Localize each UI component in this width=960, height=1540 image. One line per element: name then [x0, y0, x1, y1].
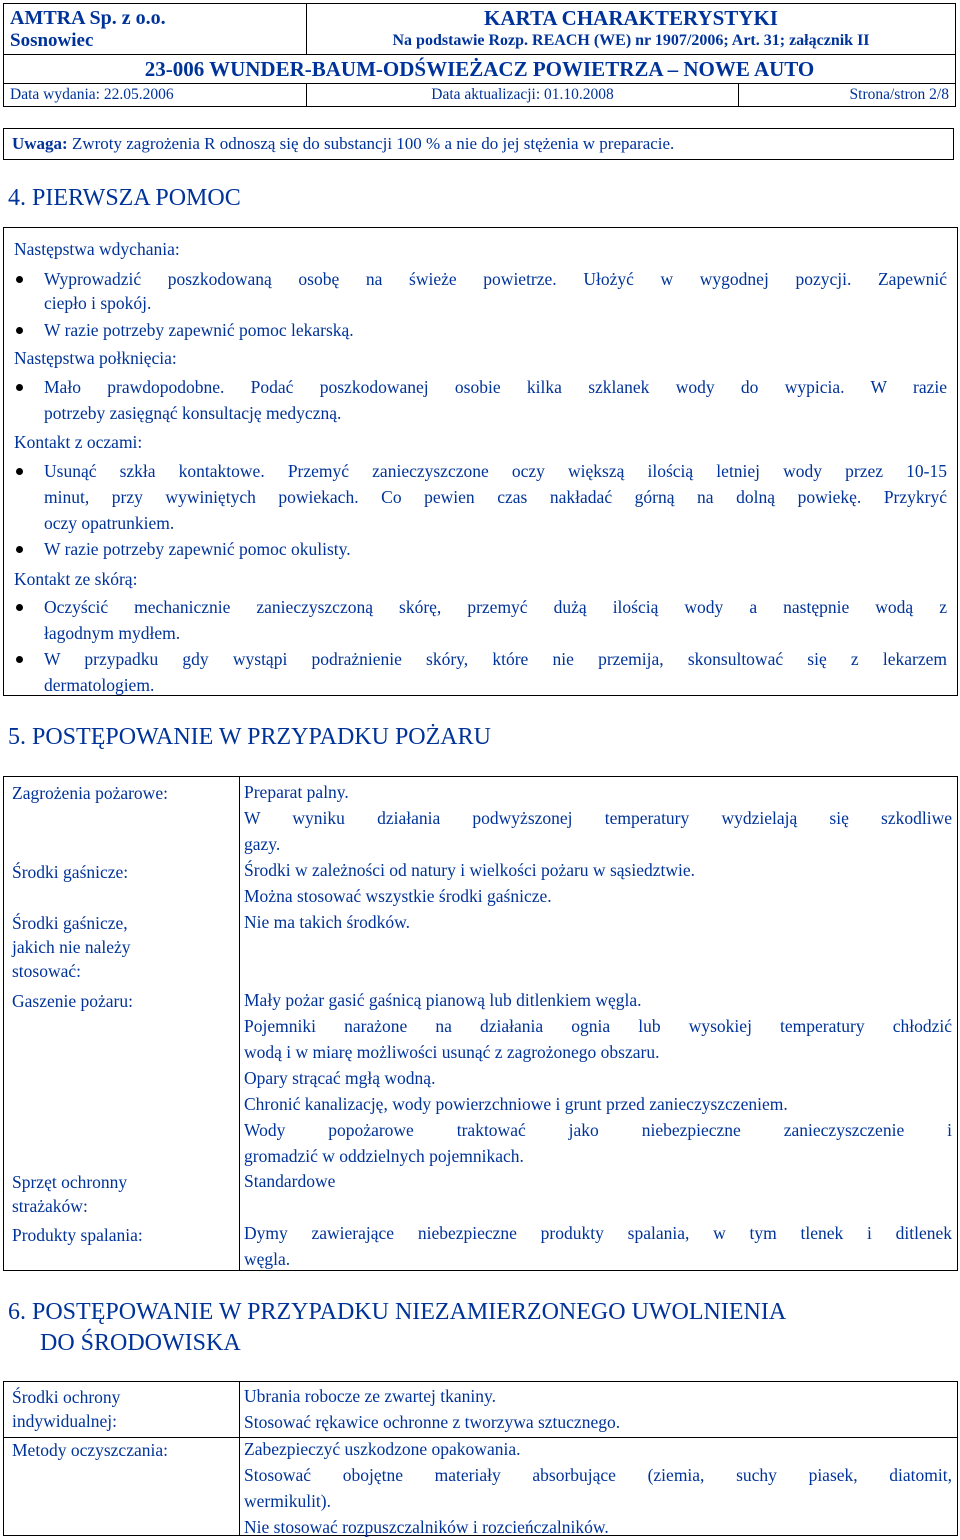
ingestion-item-1-cont: potrzeby zasięgnąć konsultację medyczną.: [44, 403, 342, 423]
cleanup-line: Zabezpieczyć uszkodzone opakowania.: [244, 1439, 521, 1459]
fighting-line: Mały pożar gasić gaśnicą pianową lub ditlenkiem węgla.: [244, 990, 642, 1010]
skin-item-2-cont: dermatologiem.: [44, 675, 155, 695]
document-header: [3, 3, 956, 107]
media-line: Można stosować wszystkie środki gaśnicze.: [244, 886, 552, 906]
fighting-label: Gaszenie pożaru:: [12, 991, 133, 1011]
cleanup-line: Nie stosować rozpuszczalników i rozcieńczalników.: [244, 1517, 609, 1537]
fighting-line: Wody popożarowe traktować jako niebezpieczne zanieczyszczenie i: [244, 1120, 952, 1140]
document-basis: Na podstawie Rozp. REACH (WE) nr 1907/2006; Art. 31; załącznik II: [392, 32, 870, 49]
label-line: indywidualnej:: [12, 1411, 117, 1431]
unsuitable-label: [12, 911, 237, 983]
label-line: Sprzęt ochronny: [12, 1172, 128, 1192]
cleanup-label: Metody oczyszczania:: [12, 1440, 168, 1460]
section-5-table: [3, 776, 958, 1271]
unsuitable-line: Nie ma takich środków.: [244, 912, 411, 932]
section-6-table: [3, 1381, 958, 1536]
equipment-value: [244, 1168, 952, 1194]
skin-item-1: [44, 594, 947, 620]
fighting-line: Opary strącać mgłą wodną.: [244, 1068, 436, 1088]
ppe-line: Ubrania robocze ze zwartej tkaniny.: [244, 1386, 496, 1406]
ppe-label: [12, 1385, 237, 1433]
equipment-label: [12, 1170, 237, 1218]
bullet-icon: [16, 656, 23, 663]
skin-item-2: [44, 646, 947, 672]
label-line: jakich nie należy: [12, 937, 131, 957]
issue-date: Data wydania: 22.05.2006: [4, 84, 307, 106]
unsuitable-value: [244, 909, 952, 935]
label-line: Środki ochrony: [12, 1387, 121, 1407]
bullet-icon: [16, 546, 23, 553]
header-title-block: [307, 4, 955, 54]
hazards-value: [244, 779, 952, 857]
cleanup-line: Stosować obojętne materiały absorbujące (ziemia, suchy piasek, diatomit,: [244, 1465, 952, 1485]
hazards-line: gazy.: [244, 834, 281, 854]
column-divider: [239, 1382, 240, 1535]
bullet-icon: [16, 468, 23, 475]
fighting-line: Chronić kanalizację, wody powierzchniowe i grunt przed zanieczyszczeniem.: [244, 1094, 788, 1114]
note-label: Uwaga:: [12, 134, 68, 153]
section-5-title: 5. POSTĘPOWANIE W PRZYPADKU POŻARU: [8, 724, 491, 750]
hazards-label: Zagrożenia pożarowe:: [12, 783, 168, 803]
combustion-line: węgla.: [244, 1249, 291, 1269]
product-name: 23-006 WUNDER-BAUM-ODŚWIEŻACZ POWIETRZA – NOWE AUTO: [144, 57, 815, 81]
bullet-icon: [16, 604, 23, 611]
eye-item-1: [44, 458, 947, 484]
fighting-line: Pojemniki narażone na działania ognia lub wysokiej temperatury chłodzić: [244, 1016, 952, 1036]
fighting-value: [244, 987, 952, 1169]
update-date: Data aktualizacji: 01.10.2008: [307, 84, 739, 106]
label-line: stosować:: [12, 961, 82, 981]
inhalation-item-2: [44, 317, 947, 343]
inhalation-item-1-cont: ciepło i spokój.: [44, 293, 152, 313]
document-title: KARTA CHARAKTERYSTYKI: [484, 6, 778, 30]
line-text: W razie potrzeby zapewnić pomoc okulisty.: [44, 539, 351, 559]
header-company-block: [4, 4, 307, 54]
page-number: Strona/stron 2/8: [849, 86, 949, 103]
inhalation-label: Następstwa wdychania:: [14, 239, 180, 259]
line-text: Wyprowadzić poszkodowaną osobę na świeże powietrze. Ułożyć w wygodnej pozycji. Zapewnić: [44, 269, 947, 289]
hazards-line: Preparat palny.: [244, 782, 349, 802]
label-line: strażaków:: [12, 1196, 88, 1216]
eye-item-2: [44, 536, 947, 562]
ingestion-label: Następstwa połknięcia:: [14, 348, 177, 368]
cleanup-line: wermikulit).: [244, 1491, 331, 1511]
column-divider: [239, 777, 240, 1270]
line-text: W razie potrzeby zapewnić pomoc lekarską.: [44, 320, 354, 340]
section-6-title: 6. POSTĘPOWANIE W PRZYPADKU NIEZAMIERZONEGO UWOLNIENIA: [8, 1299, 787, 1325]
company-city: Sosnowiec: [10, 30, 94, 51]
line-text: Oczyścić mechanicznie zanieczyszczoną skórę, przemyć dużą ilością wody a następnie wodą z: [44, 597, 947, 617]
eye-label: Kontakt z oczami:: [14, 432, 143, 452]
bullet-icon: [16, 384, 23, 391]
company-name: AMTRA Sp. z o.o.: [10, 7, 166, 29]
section-6-title-cont: DO ŚRODOWISKA: [40, 1330, 241, 1356]
bullet-icon: [16, 276, 23, 283]
hazards-line: W wyniku działania podwyższonej temperatury wydzielają się szkodliwe: [244, 808, 952, 828]
line-text: Usunąć szkła kontaktowe. Przemyć zanieczyszczone oczy większą ilością letniej wody przez 10-15: [44, 461, 947, 481]
eye-item-1-cont2: oczy opatrunkiem.: [44, 513, 175, 533]
media-label: Środki gaśnicze:: [12, 862, 129, 882]
label-line: Środki gaśnicze,: [12, 913, 128, 933]
combustion-line: Dymy zawierające niebezpieczne produkty spalania, w tym tlenek i ditlenek: [244, 1223, 952, 1243]
media-value: [244, 857, 952, 909]
ppe-line: Stosować rękawice ochronne z tworzywa sztucznego.: [244, 1412, 621, 1432]
note-box: [3, 128, 954, 160]
skin-label: Kontakt ze skórą:: [14, 569, 138, 589]
eye-item-1-cont: minut, przy wywiniętych powiekach. Co pewien czas nakładać górną na dolną powiekę. Przykryć: [44, 487, 947, 507]
ingestion-item-1: [44, 374, 947, 400]
media-line: Środki w zależności od natury i wielkości pożaru w sąsiedztwie.: [244, 860, 695, 880]
cleanup-value: [244, 1436, 952, 1540]
equipment-line: Standardowe: [244, 1171, 336, 1191]
section-4-title: 4. PIERWSZA POMOC: [8, 185, 241, 211]
fighting-line: gromadzić w oddzielnych pojemnikach.: [244, 1146, 524, 1166]
inhalation-item-1: [44, 266, 947, 292]
bullet-icon: [16, 327, 23, 334]
skin-item-1-cont: łagodnym mydłem.: [44, 623, 181, 643]
line-text: W przypadku gdy wystąpi podrażnienie skóry, które nie przemija, skonsultować się z lekarzem: [44, 649, 947, 669]
note-text: Zwroty zagrożenia R odnoszą się do substancji 100 % a nie do jej stężenia w preparacie.: [67, 134, 675, 153]
combustion-label: Produkty spalania:: [12, 1225, 143, 1245]
combustion-value: [244, 1220, 952, 1272]
fighting-line: wodą i w miarę możliwości usunąć z zagrożonego obszaru.: [244, 1042, 660, 1062]
section-4-box: [3, 227, 958, 696]
ppe-value: [244, 1383, 952, 1435]
line-text: Mało prawdopodobne. Podać poszkodowanej osobie kilka szklanek wody do wypicia. W razie: [44, 377, 947, 397]
